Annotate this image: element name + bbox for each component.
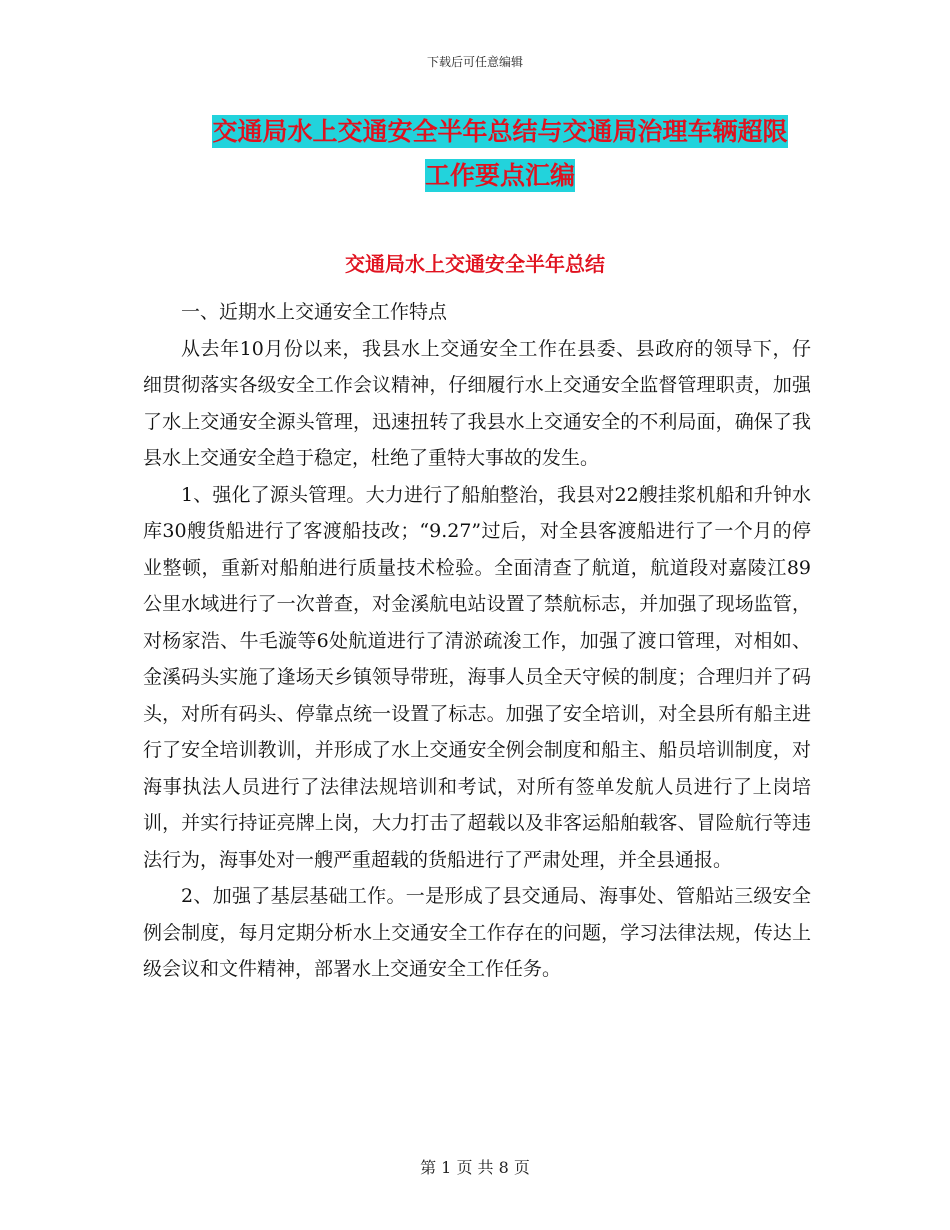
paragraph: 2、加强了基层基础工作。一是形成了县交通局、海事处、管船站三级安全例会制度，每月定期分析水上交通安全工作存在的问题，学习法律法规，传达上级会议和文件精神，部署水上交通安全工作任务。	[143, 885, 811, 980]
document-body	[143, 294, 811, 988]
document-title	[140, 110, 860, 198]
paragraph: 1、强化了源头管理。大力进行了船舶整治，我县对22艘挂浆机船和升钟水库30艘货船进行了客渡船技改；“9.27”过后，对全县客渡船进行了一个月的停业整顿，重新对船舶进行质量技术检验。全面清查了航道，航道段对嘉陵江89公里水域进行了一次普查，对金溪航电站设置了禁航标志，并加强了现场监管，对杨家浩、牛毛漩等6处航道进行了清淤疏浚工作，加强了渡口管理，对相如、金溪码头实施了逢场天乡镇领导带班，海事人员全天守候的制度；合理归并了码头，对所有码头、停靠点统一设置了标志。加强了安全培训，对全县所有船主进行了安全培训教训，并形成了水上交通安全例会制度和船主、船员培训制度，对海事执法人员进行了法律法规培训和考试，对所有签单发航人员进行了上岗培训，并实行持证亮牌上岗，大力打击了超载以及非客运船舶载客、冒险航行等违法行为，海事处对一艘严重超载的货船进行了严肃处理，并全县通报。	[143, 483, 811, 871]
paragraph-heading: 一、近期水上交通安全工作特点	[181, 301, 448, 323]
document-title-line2: 工作要点汇编	[424, 161, 575, 190]
header-note: 下载后可任意编辑	[426, 55, 523, 69]
page-footer: 第 1 页 共 8 页	[420, 1158, 530, 1177]
section-title: 交通局水上交通安全半年总结	[345, 252, 605, 276]
document-title-line1: 交通局水上交通安全半年总结与交通局治理车辆超限	[212, 117, 788, 146]
paragraph: 从去年10月份以来，我县水上交通安全工作在县委、县政府的领导下，仔细贯彻落实各级安全工作会议精神，仔细履行水上交通安全监督管理职责，加强了水上交通安全源头管理，迅速扭转了我县水上交通安全的不利局面，确保了我县水上交通安全趋于稳定，杜绝了重特大事故的发生。	[143, 337, 811, 469]
